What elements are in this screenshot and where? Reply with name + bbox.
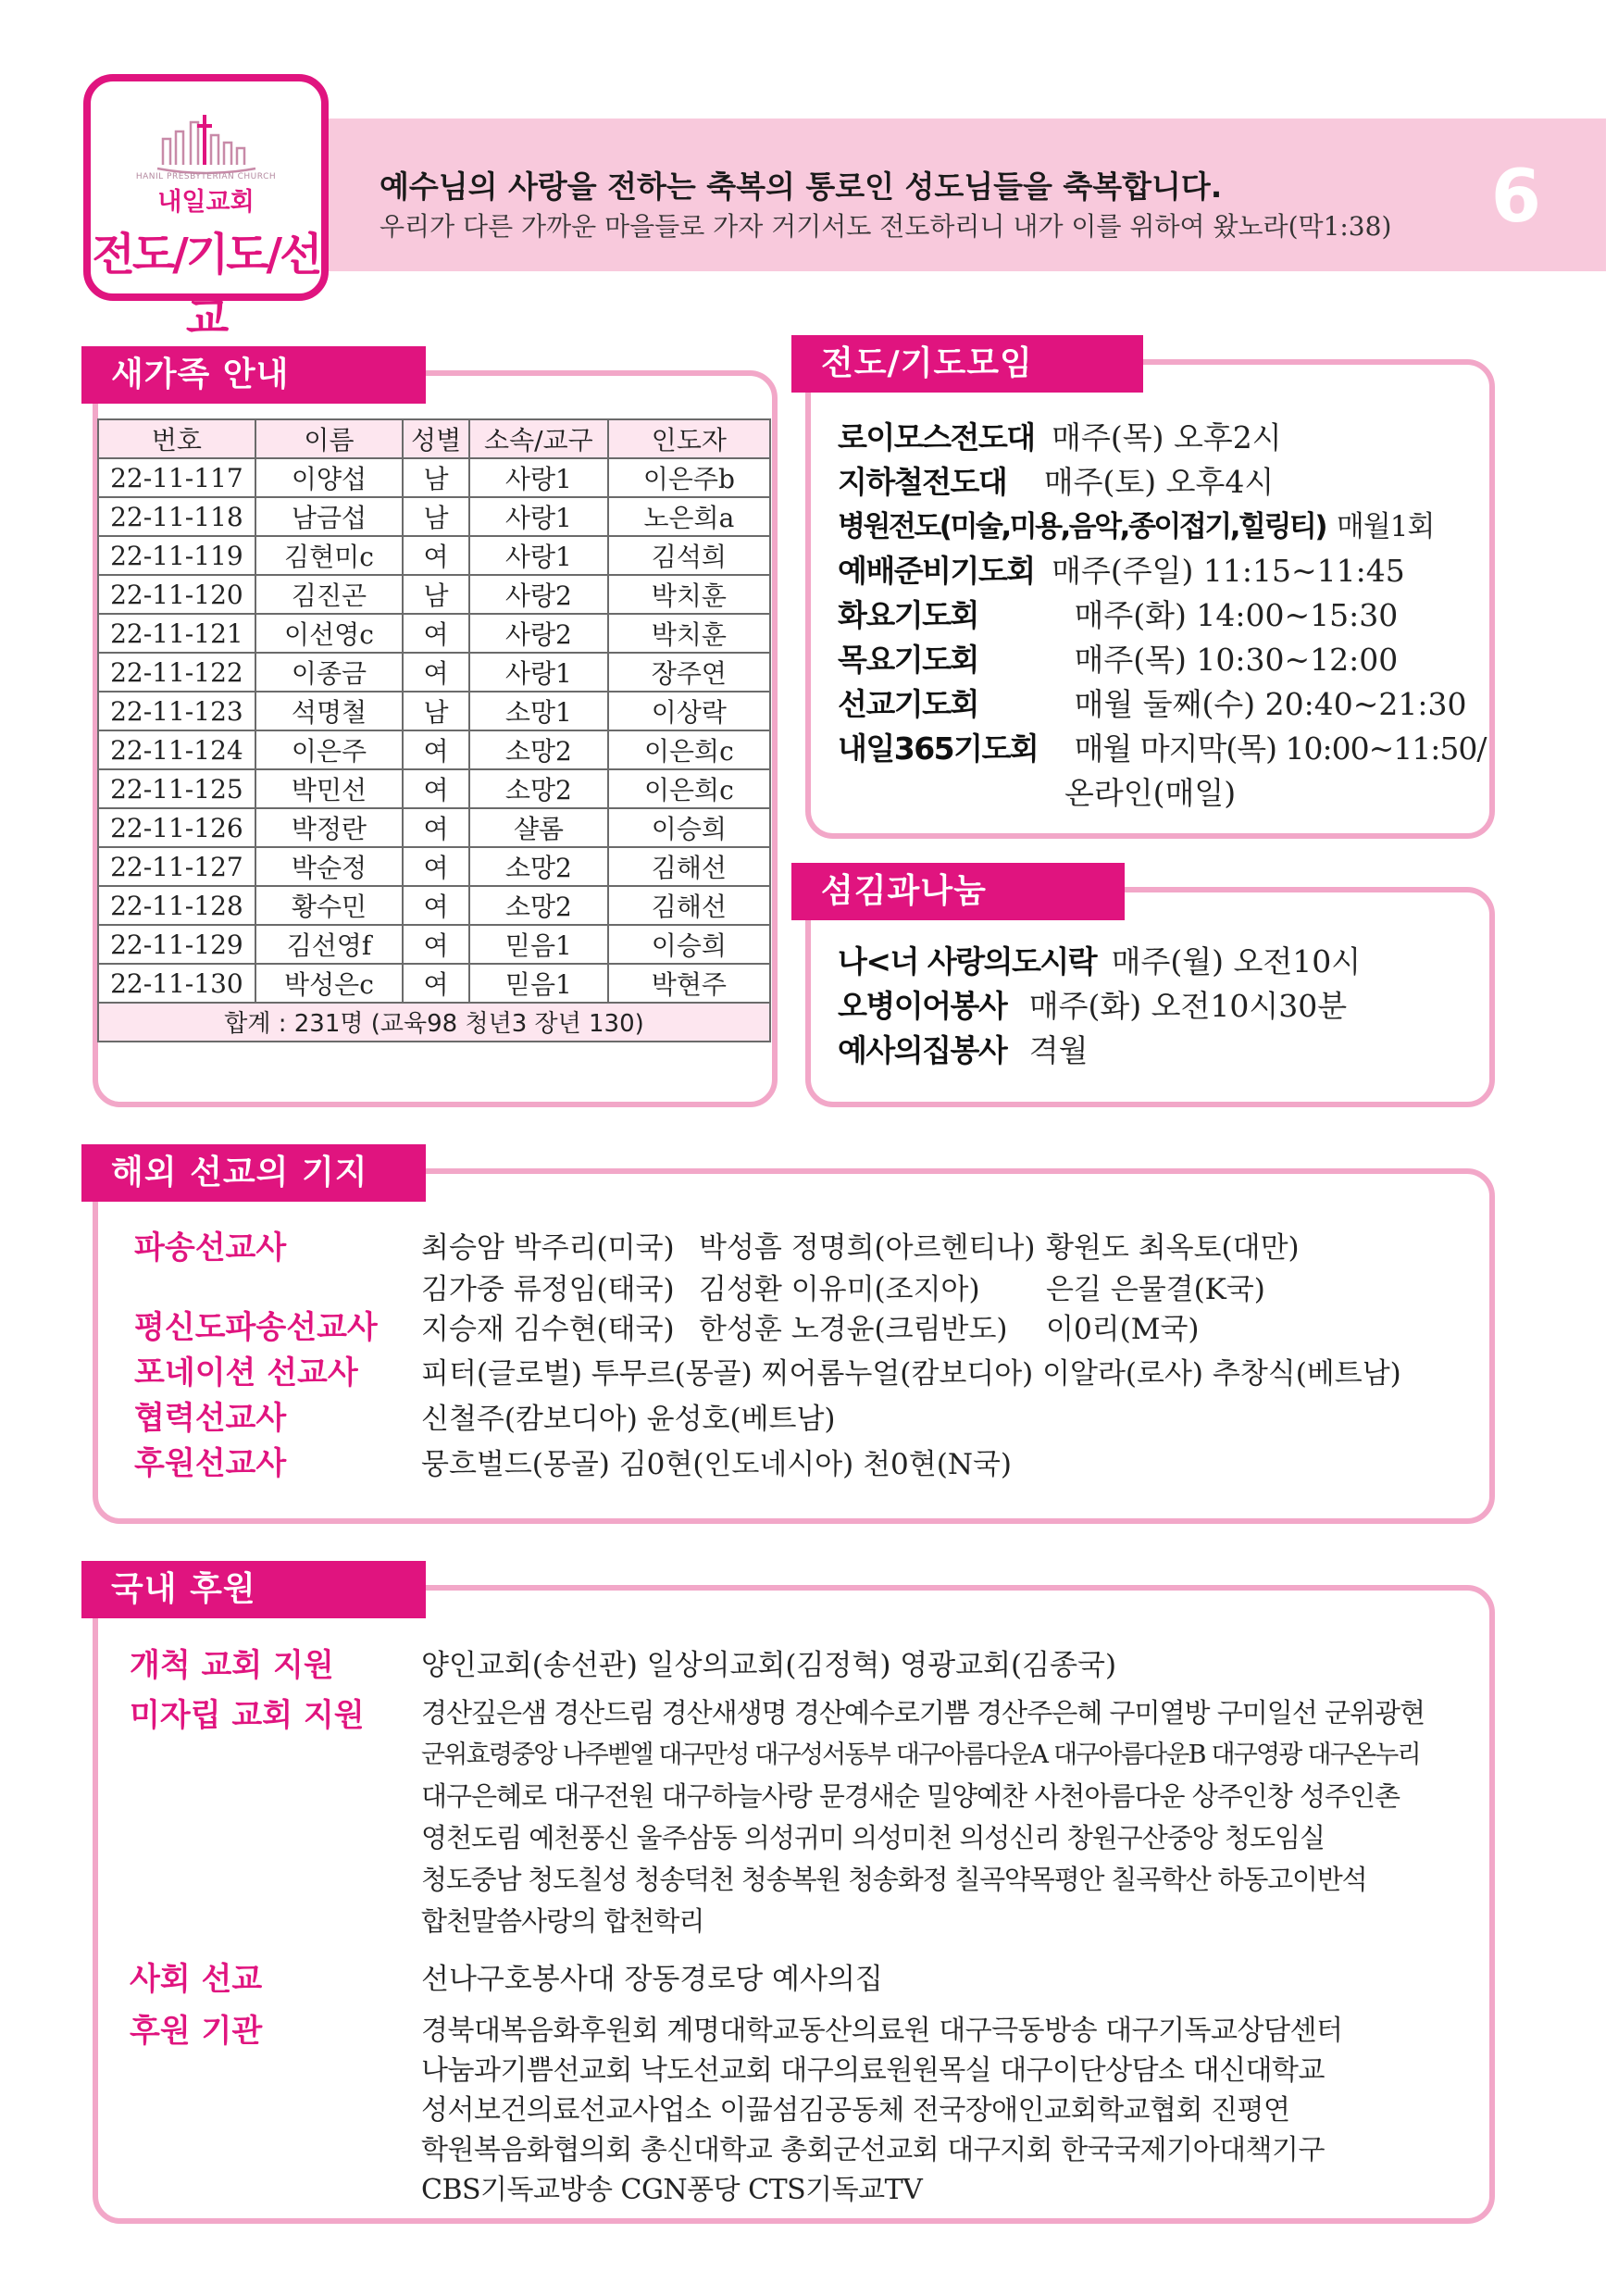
label-unestablished: 미자립 교회 지원	[130, 1697, 365, 1734]
missionary-entry: 김가중 류정임(태국)	[421, 1273, 675, 1306]
serving-name: 예사의집봉사	[838, 1032, 1007, 1068]
meeting-time: 매주(목) 오후2시	[1052, 419, 1282, 455]
table-cell: 샬롬	[469, 808, 608, 847]
serving-time: 매주(월) 오전10시	[1111, 943, 1362, 980]
table-cell: 이은주	[255, 730, 403, 769]
serving-name: 오병이어봉사	[838, 988, 1007, 1024]
table-cell: 여	[403, 808, 469, 847]
missionary-entry: 한성훈 노경윤(크림반도)	[699, 1313, 1008, 1346]
table-cell: 황수민	[255, 886, 403, 925]
table-cell: 박성은c	[255, 964, 403, 1003]
church-skyline-icon	[156, 111, 257, 176]
table-cell: 소망2	[469, 847, 608, 886]
table-cell: 22-11-129	[98, 925, 255, 964]
table-cell: 김진곤	[255, 575, 403, 614]
table-row	[98, 808, 770, 847]
meeting-name: 선교기도회	[838, 686, 978, 722]
table-cell: 장주연	[608, 653, 770, 692]
table-cell: 이은희c	[608, 769, 770, 808]
serving-item	[838, 982, 1347, 1026]
table-row	[98, 653, 770, 692]
table-row	[98, 458, 770, 497]
meetings-tab: 전도/기도모임	[791, 335, 1143, 393]
table-cell: 이선영c	[255, 614, 403, 653]
meeting-name: 로이모스전도대	[838, 419, 1035, 455]
meeting-item	[838, 725, 1486, 768]
table-cell: 박민선	[255, 769, 403, 808]
meeting-time: 매월1회	[1336, 510, 1435, 543]
table-row	[98, 730, 770, 769]
table-cell: 22-11-118	[98, 497, 255, 536]
table-cell: 김해선	[608, 886, 770, 925]
meeting-item	[838, 592, 1398, 635]
label-support: 후원선교사	[134, 1445, 287, 1482]
table-total-row	[98, 1003, 770, 1042]
church-list-line: 경산깊은샘 경산드림 경산새생명 경산예수로기쁨 경산주은혜 구미열방 구미일선 군위광현	[421, 1697, 1425, 1728]
section-title: 전도/기도/선교	[92, 229, 320, 344]
table-cell: 사랑2	[469, 575, 608, 614]
header-band	[329, 119, 1606, 271]
institution-line: 학원복음화협의회 총신대학교 총회군선교회 대구지회 한국국제기아대책기구	[421, 2134, 1325, 2166]
church-list-line: 청도중남 청도칠성 청송덕천 청송복원 청송화정 칠곡약목평안 칠곡학산 하동고이반석	[421, 1864, 1367, 1895]
missionary-entry: 이0리(M국)	[1046, 1313, 1200, 1346]
table-cell: 노은희a	[608, 497, 770, 536]
table-cell: 남	[403, 497, 469, 536]
meeting-item	[838, 414, 1282, 457]
table-cell: 이은희c	[608, 730, 770, 769]
table-cell: 여	[403, 925, 469, 964]
missionary-entry: 김성환 이유미(조지아)	[699, 1273, 980, 1306]
column-header: 이름	[255, 419, 403, 458]
table-cell: 22-11-117	[98, 458, 255, 497]
church-name: 내일교회	[157, 188, 255, 217]
table-cell: 이승희	[608, 808, 770, 847]
label-formation: 포네이션 선교사	[134, 1354, 358, 1391]
table-cell: 여	[403, 847, 469, 886]
domestic-tab: 국내 후원	[81, 1561, 426, 1618]
meeting-item	[838, 547, 1405, 591]
meeting-time: 매주(주일) 11:15~11:45	[1052, 553, 1405, 589]
table-row	[98, 769, 770, 808]
meeting-name: 예배준비기도회	[838, 553, 1035, 589]
table-cell: 22-11-119	[98, 536, 255, 575]
table-cell: 22-11-128	[98, 886, 255, 925]
meeting-item	[838, 458, 1274, 502]
table-row	[98, 925, 770, 964]
table-cell: 여	[403, 730, 469, 769]
label-cooperation: 협력선교사	[134, 1400, 287, 1437]
missionary-list: 피터(글로벌) 투무르(몽골) 찌어롬누얼(캄보디아) 이알라(로사) 추창식(베트남)	[421, 1357, 1401, 1391]
serving-item	[838, 1027, 1089, 1070]
table-cell: 여	[403, 653, 469, 692]
institution-line: 경북대복음화후원회 계명대학교동산의료원 대구극동방송 대구기독교상담센터	[421, 2015, 1343, 2047]
meeting-item	[838, 636, 1398, 680]
serving-tab: 섬김과나눔	[791, 863, 1125, 920]
column-header: 인도자	[608, 419, 770, 458]
column-header: 번호	[98, 419, 255, 458]
page-number: 6	[1490, 156, 1541, 239]
meeting-time: 매주(화) 14:00~15:30	[1074, 597, 1399, 633]
label-pioneer: 개척 교회 지원	[130, 1647, 334, 1684]
table-cell: 믿음1	[469, 964, 608, 1003]
table-cell: 소망2	[469, 886, 608, 925]
table-row	[98, 886, 770, 925]
label-lay: 평신도파송선교사	[134, 1309, 378, 1346]
meeting-name: 지하철전도대	[838, 464, 1007, 500]
table-cell: 믿음1	[469, 925, 608, 964]
table-cell: 이양섭	[255, 458, 403, 497]
table-cell: 사랑1	[469, 536, 608, 575]
table-cell: 남	[403, 692, 469, 730]
overseas-tab: 해외 선교의 기지	[81, 1144, 426, 1202]
meeting-time: 매월 마지막(목) 10:00~11:50/	[1074, 730, 1487, 767]
table-cell: 22-11-121	[98, 614, 255, 653]
missionary-entry: 지승재 김수현(태국)	[421, 1313, 675, 1346]
table-cell: 22-11-122	[98, 653, 255, 692]
table-cell: 22-11-123	[98, 692, 255, 730]
table-cell: 여	[403, 614, 469, 653]
table-cell: 박순정	[255, 847, 403, 886]
table-row	[98, 614, 770, 653]
label-social: 사회 선교	[130, 1961, 263, 1998]
table-cell: 22-11-130	[98, 964, 255, 1003]
missionary-entry: 은길 은물결(K국)	[1046, 1273, 1265, 1306]
table-cell: 남	[403, 575, 469, 614]
table-cell: 이종금	[255, 653, 403, 692]
table-cell: 22-11-125	[98, 769, 255, 808]
institution-line: 나눔과기쁨선교회 낙도선교회 대구의료원원목실 대구이단상담소 대신대학교	[421, 2054, 1325, 2087]
table-cell: 22-11-127	[98, 847, 255, 886]
missionary-entry: 황원도 최옥토(대만)	[1046, 1231, 1300, 1265]
meeting-item	[838, 503, 1434, 544]
table-cell: 김현미c	[255, 536, 403, 575]
missionary-list: 뭉흐벌드(몽골) 김0현(인도네시아) 천0현(N국)	[421, 1448, 1012, 1481]
table-cell: 여	[403, 536, 469, 575]
table-cell: 박현주	[608, 964, 770, 1003]
meeting-name: 내일365기도회	[838, 730, 1039, 767]
column-header: 성별	[403, 419, 469, 458]
church-list-line: 대구은혜로 대구전원 대구하늘사랑 문경새순 밀양예찬 사천아름다운 상주인창 성주인촌	[421, 1780, 1400, 1812]
table-row	[98, 497, 770, 536]
institution-line: CBS기독교방송 CGN퐁당 CTS기독교TV	[421, 2174, 923, 2206]
table-cell: 석명철	[255, 692, 403, 730]
section-logo-box	[83, 74, 329, 344]
table-cell: 김해선	[608, 847, 770, 886]
table-cell: 이상락	[608, 692, 770, 730]
table-cell: 이은주b	[608, 458, 770, 497]
table-cell: 이승희	[608, 925, 770, 964]
table-cell: 사랑1	[469, 458, 608, 497]
table-cell: 남금섭	[255, 497, 403, 536]
institution-line: 성서보건의료선교사업소 이끎섬김공동체 전국장애인교회학교협회 진평연	[421, 2094, 1290, 2127]
missionary-list: 신철주(캄보디아) 윤성호(베트남)	[421, 1403, 836, 1436]
label-dispatch: 파송선교사	[134, 1229, 287, 1267]
table-cell: 김석희	[608, 536, 770, 575]
table-cell: 여	[403, 769, 469, 808]
table-cell: 22-11-126	[98, 808, 255, 847]
table-row	[98, 847, 770, 886]
table-header-row	[98, 419, 770, 458]
meeting-name: 화요기도회	[838, 597, 978, 633]
table-cell: 여	[403, 964, 469, 1003]
table-cell: 박정란	[255, 808, 403, 847]
social-list: 선나구호봉사대 장동경로당 예사의집	[421, 1963, 883, 1996]
serving-time: 격월	[1028, 1032, 1089, 1068]
church-list-line: 영천도림 예천풍신 울주삼동 의성귀미 의성미천 의성신리 창원구산중앙 청도임실	[421, 1822, 1326, 1853]
table-row	[98, 692, 770, 730]
new-family-table	[97, 418, 771, 1042]
header-verse-text: 우리가 다른 가까운 마을들로 가자 거기서도 전도하리니 내가 이를 위하여 왔노라(막1:38)	[380, 211, 1392, 242]
table-cell: 사랑2	[469, 614, 608, 653]
new-family-tab: 새가족 안내	[81, 346, 426, 404]
table-row	[98, 575, 770, 614]
serving-time: 매주(화) 오전10시30분	[1028, 988, 1348, 1024]
church-list-line: 군위효령중앙 나주벧엘 대구만성 대구성서동부 대구아름다운A 대구아름다운B 대구영광 대구온누리	[421, 1741, 1420, 1769]
meeting-name: 목요기도회	[838, 642, 978, 678]
table-cell: 김선영f	[255, 925, 403, 964]
meeting-name: 병원전도(미술,미용,음악,종이접기,힐링티)	[838, 510, 1326, 543]
meeting-time: 매주(토) 오후4시	[1043, 464, 1275, 500]
table-cell: 소망1	[469, 692, 608, 730]
column-header: 소속/교구	[469, 419, 608, 458]
church-list-line: 합천말씀사랑의 합천학리	[421, 1905, 704, 1937]
meeting-time: 매월 둘째(수) 20:40~21:30	[1074, 686, 1467, 722]
table-cell: 소망2	[469, 730, 608, 769]
table-cell: 박치훈	[608, 614, 770, 653]
table-cell: 22-11-124	[98, 730, 255, 769]
logo-subtitle: HANIL PRESBYTERIAN CHURCH	[135, 172, 277, 181]
table-cell: 소망2	[469, 769, 608, 808]
total-count: 합계 : 231명 (교육98 청년3 장년 130)	[98, 1003, 770, 1042]
missionary-entry: 최승암 박주리(미국)	[421, 1231, 675, 1265]
table-cell: 여	[403, 886, 469, 925]
meeting-time: 매주(목) 10:30~12:00	[1074, 642, 1399, 678]
serving-name: 나<너 사랑의도시락	[838, 943, 1097, 980]
table-row	[98, 964, 770, 1003]
table-cell: 박치훈	[608, 575, 770, 614]
header-blessing-text: 예수님의 사랑을 전하는 축복의 통로인 성도님들을 축복합니다.	[380, 168, 1223, 205]
pioneer-list: 양인교회(송선관) 일상의교회(김정혁) 영광교회(김종국)	[421, 1649, 1117, 1682]
label-institutions: 후원 기관	[130, 2013, 263, 2050]
missionary-entry: 박성흠 정명희(아르헨티나)	[699, 1231, 1036, 1265]
table-cell: 22-11-120	[98, 575, 255, 614]
table-cell: 사랑1	[469, 653, 608, 692]
serving-item	[838, 938, 1361, 981]
meeting-online: 온라인(매일)	[1064, 775, 1237, 811]
table-cell: 남	[403, 458, 469, 497]
table-cell: 사랑1	[469, 497, 608, 536]
table-row	[98, 536, 770, 575]
meeting-item	[838, 680, 1466, 724]
